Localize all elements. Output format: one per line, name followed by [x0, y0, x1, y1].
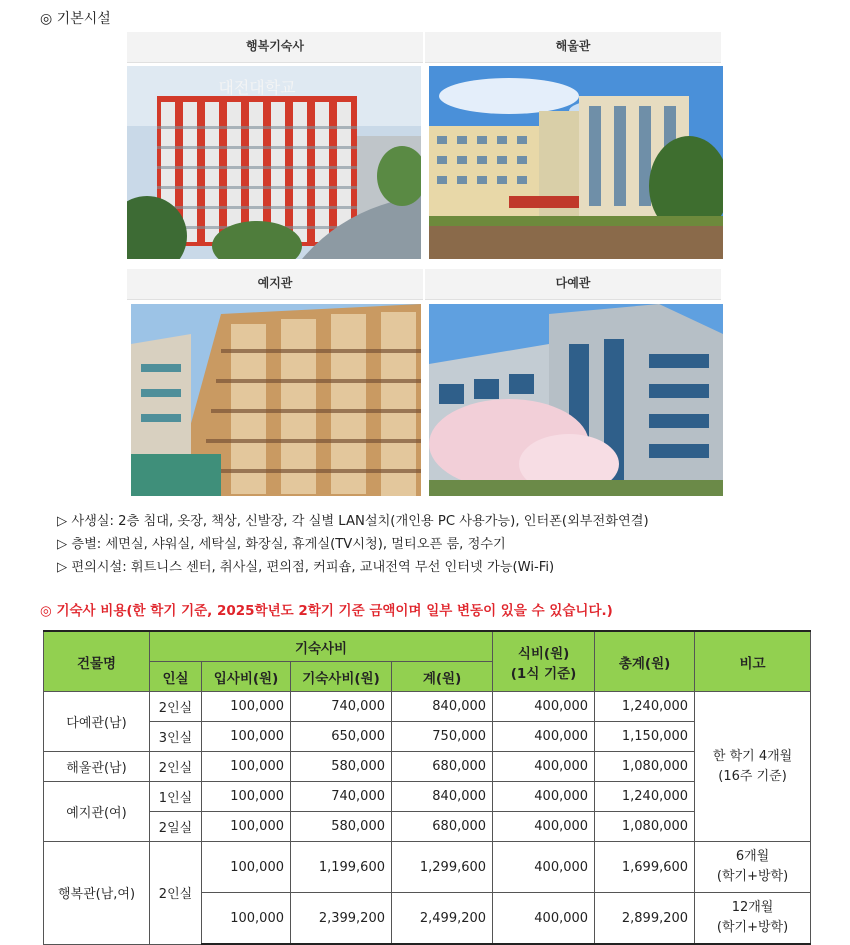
- feature-item-floor: ▷ 층별: 세면실, 샤워실, 세탁실, 화장실, 휴게실(TV시청), 멀티오픈 룸, 정수기: [57, 537, 506, 552]
- cell-subtotal: 1,299,600: [392, 842, 493, 893]
- header-total: 총계(원): [595, 631, 695, 692]
- cell-subtotal: 680,000: [392, 812, 493, 842]
- header-fee: 기숙사비(원): [291, 662, 392, 692]
- cell-subtotal: 680,000: [392, 752, 493, 782]
- cell-fee: 580,000: [291, 752, 392, 782]
- gallery-label: 행복기숙사: [127, 32, 423, 63]
- note-semester-line1: 한 학기 4개월: [712, 748, 793, 764]
- building-name: 행복관(남,여): [44, 842, 150, 945]
- header-building: 건물명: [44, 631, 150, 692]
- cell-total: 1,240,000: [595, 782, 695, 812]
- feature-item-amenities: ▷ 편의시설: 휘트니스 센터, 취사실, 편의점, 커피숍, 교내전역 무선 인터넷 가능(Wi-Fi): [57, 560, 555, 575]
- cell-total: 1,150,000: [595, 722, 695, 752]
- facility-features-list: [57, 510, 649, 579]
- note-six-line2: (학기+방학): [716, 869, 789, 884]
- cell-total: 1,080,000: [595, 812, 695, 842]
- cell-subtotal: 840,000: [392, 782, 493, 812]
- header-meal-line2: (1식 기준): [510, 665, 577, 682]
- cell-fee: 740,000: [291, 692, 392, 722]
- photo-yeji-hall: [131, 304, 421, 496]
- cell-meal: 400,000: [493, 842, 595, 893]
- cell-room: 1인실: [150, 782, 202, 812]
- building-name: 예지관(여): [44, 782, 150, 842]
- cell-admission: 100,000: [202, 812, 291, 842]
- cell-admission: 100,000: [202, 692, 291, 722]
- header-dorm-fee: 기숙사비: [150, 631, 493, 662]
- note-six-months: [695, 842, 811, 893]
- gallery-cell-yeji: [127, 269, 423, 300]
- photo-haeul-hall: [429, 66, 723, 259]
- cell-fee: 740,000: [291, 782, 392, 812]
- cell-fee: 650,000: [291, 722, 392, 752]
- cost-section-title: ◎ 기숙사 비용(한 학기 기준, 2025학년도 2학기 기준 금액이며 일부 변동이 있을 수 있습니다.): [40, 603, 613, 619]
- table-header-row: [44, 631, 811, 662]
- cell-meal: 400,000: [493, 893, 595, 945]
- note-twelve-line2: (학기+방학): [716, 920, 789, 935]
- section-title-facilities: ◎ 기본시설: [40, 11, 111, 27]
- gallery-cell-haengbok: [127, 32, 423, 63]
- cell-admission: 100,000: [202, 752, 291, 782]
- header-subtotal: 계(원): [392, 662, 493, 692]
- cell-meal: 400,000: [493, 722, 595, 752]
- cell-total: 1,080,000: [595, 752, 695, 782]
- header-note: 비고: [695, 631, 811, 692]
- photo-daye-hall: [429, 304, 723, 496]
- cell-meal: 400,000: [493, 692, 595, 722]
- cell-room: 2일실: [150, 812, 202, 842]
- note-semester-line2: (16주 기준): [718, 768, 787, 784]
- building-name: 다예관(남): [44, 692, 150, 752]
- cell-meal: 400,000: [493, 752, 595, 782]
- cell-admission: 100,000: [202, 842, 291, 893]
- cell-room: 2인실: [150, 842, 202, 945]
- dormitory-cost-table: [43, 630, 811, 945]
- cell-subtotal: 840,000: [392, 692, 493, 722]
- gallery-label: 다예관: [425, 269, 721, 300]
- building-name: 해울관(남): [44, 752, 150, 782]
- sign-lettering: 대전대학교: [218, 78, 296, 97]
- note-twelve-months: [695, 893, 811, 945]
- gallery-cell-daye: [425, 269, 721, 300]
- cell-room: 3인실: [150, 722, 202, 752]
- cell-total: 1,699,600: [595, 842, 695, 893]
- gallery-cell-haeul: [425, 32, 721, 63]
- cell-admission: 100,000: [202, 893, 291, 945]
- table-row: [44, 842, 811, 893]
- header-admission: 입사비(원): [202, 662, 291, 692]
- note-twelve-line1: 12개월: [731, 900, 774, 915]
- cell-fee: 580,000: [291, 812, 392, 842]
- note-six-line1: 6개월: [735, 849, 770, 864]
- cell-fee: 2,399,200: [291, 893, 392, 945]
- feature-item-room: ▷ 사생실: 2층 침대, 옷장, 책상, 신발장, 각 실별 LAN설치(개인용 PC 사용가능), 인터폰(외부전화연결): [57, 514, 649, 529]
- dormitory-photo-gallery: [127, 32, 723, 500]
- cell-total: 2,899,200: [595, 893, 695, 945]
- cell-fee: 1,199,600: [291, 842, 392, 893]
- cell-subtotal: 2,499,200: [392, 893, 493, 945]
- cell-subtotal: 750,000: [392, 722, 493, 752]
- photo-haengbok-dormitory: [127, 66, 421, 259]
- table-row: [44, 692, 811, 722]
- cell-meal: 400,000: [493, 812, 595, 842]
- header-meal: [493, 631, 595, 692]
- note-semester: [695, 692, 811, 842]
- cell-room: 2인실: [150, 692, 202, 722]
- cell-total: 1,240,000: [595, 692, 695, 722]
- cell-admission: 100,000: [202, 782, 291, 812]
- cell-meal: 400,000: [493, 782, 595, 812]
- cell-admission: 100,000: [202, 722, 291, 752]
- header-room: 인실: [150, 662, 202, 692]
- gallery-label: 해울관: [425, 32, 721, 63]
- gallery-label: 예지관: [127, 269, 423, 300]
- cell-room: 2인실: [150, 752, 202, 782]
- header-meal-line1: 식비(원): [517, 645, 570, 662]
